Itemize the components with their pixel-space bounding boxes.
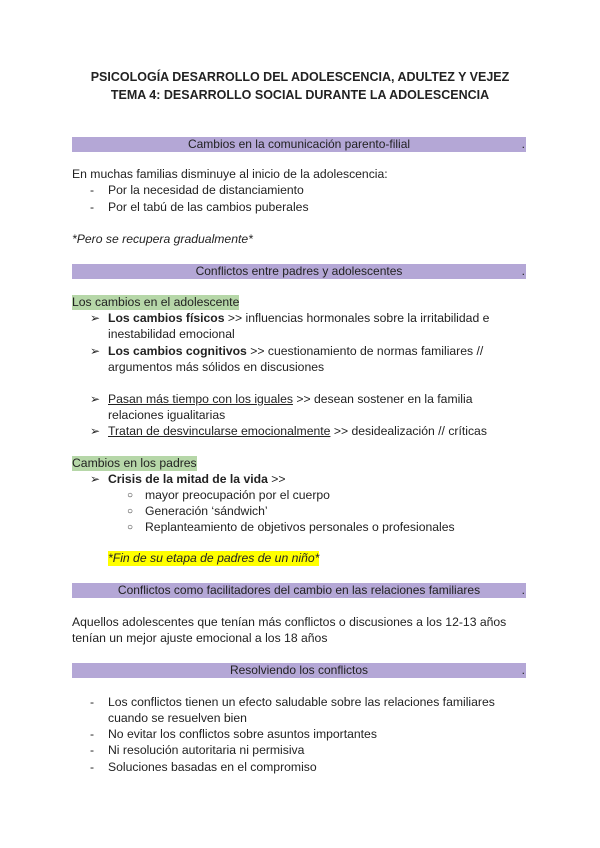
dash-marker: - — [90, 727, 95, 741]
item-continuation: argumentos más sólidos en discusiones — [108, 360, 325, 374]
dash-marker: - — [90, 183, 95, 197]
circle-marker: ○ — [127, 506, 134, 517]
section-heading-resolviendo — [72, 663, 526, 678]
section-heading-text: Conflictos como facilitadores del cambio en las relaciones familiares — [117, 583, 481, 597]
list-item: No evitar los conflictos sobre asuntos importantes — [108, 727, 377, 741]
list-item: Soluciones basadas en el compromiso — [108, 760, 317, 774]
item-continuation: relaciones igualitarias — [108, 408, 226, 422]
document-subtitle: TEMA 4: DESARROLLO SOCIAL DURANTE LA ADOLESCENCIA — [110, 88, 490, 102]
item-text: >> — [267, 472, 286, 486]
item-text: >> influencias hormonales sobre la irritabilidad e — [224, 311, 490, 325]
underlined-term: Pasan más tiempo con los iguales — [108, 392, 293, 406]
circle-marker: ○ — [127, 522, 134, 533]
item-continuation: cuando se resuelven bien — [108, 711, 247, 725]
subheading-adolescente: Los cambios en el adolescente — [72, 295, 240, 309]
list-item — [108, 424, 487, 439]
list-item — [108, 392, 473, 407]
subheading-padres: Cambios en los padres — [72, 456, 197, 470]
section-heading-comunicacion — [72, 137, 526, 152]
arrow-marker: ➢ — [90, 472, 101, 486]
arrow-marker: ➢ — [90, 344, 101, 358]
item-text: >> desidealización // críticas — [330, 424, 487, 438]
sub-list-item: mayor preocupación por el cuerpo — [145, 488, 330, 502]
bold-term: Crisis de la mitad de la vida — [108, 472, 268, 486]
intro-text: En muchas familias disminuye al inicio de la adolescencia: — [72, 167, 388, 181]
sub-list-item: Generación ‘sándwich’ — [145, 504, 268, 518]
section-heading-conflictos — [72, 264, 526, 279]
list-item — [108, 311, 489, 326]
heading-dot: . — [521, 583, 525, 597]
sub-list-item: Replanteamiento de objetivos personales o profesionales — [145, 520, 455, 534]
arrow-marker: ➢ — [90, 311, 101, 325]
heading-dot: . — [521, 663, 525, 677]
highlight-note: *Fin de su etapa de padres de un niño* — [108, 551, 320, 565]
arrow-marker: ➢ — [90, 424, 101, 438]
dash-marker: - — [90, 760, 95, 774]
list-item: Por la necesidad de distanciamiento — [108, 183, 304, 197]
list-item: Por el tabú de las cambios puberales — [108, 200, 309, 214]
heading-dot: . — [521, 137, 525, 151]
section-heading-text: Cambios en la comunicación parento-filial — [187, 137, 411, 151]
dash-marker: - — [90, 695, 95, 709]
bold-term: Los cambios cognitivos — [108, 344, 247, 358]
bold-term: Los cambios físicos — [108, 311, 225, 325]
document-title: PSICOLOGÍA DESARROLLO DEL ADOLESCENCIA, ADULTEZ Y VEJEZ — [90, 70, 510, 84]
dash-marker: - — [90, 743, 95, 757]
paragraph-line: tenían un mejor ajuste emocional a los 18 años — [72, 631, 328, 645]
item-text: >> cuestionamiento de normas familiares // — [246, 344, 484, 358]
section-heading-text: Resolviendo los conflictos — [229, 663, 369, 677]
item-continuation: inestabilidad emocional — [108, 327, 235, 341]
underlined-term: Tratan de desvincularse emocionalmente — [108, 424, 331, 438]
list-item: Ni resolución autoritaria ni permisiva — [108, 743, 305, 757]
section-heading-text: Conflictos entre padres y adolescentes — [195, 264, 403, 278]
list-item: Los conflictos tienen un efecto saludable sobre las relaciones familiares — [108, 695, 495, 709]
circle-marker: ○ — [127, 490, 134, 501]
list-item — [108, 344, 483, 359]
note-text: *Pero se recupera gradualmente* — [72, 232, 253, 246]
section-heading-facilitadores — [72, 583, 526, 598]
list-item — [108, 472, 285, 487]
arrow-marker: ➢ — [90, 392, 101, 406]
item-text: >> desean sostener en la familia — [292, 392, 473, 406]
paragraph-line: Aquellos adolescentes que tenían más conflictos o discusiones a los 12-13 años — [72, 615, 507, 629]
dash-marker: - — [90, 200, 95, 214]
heading-dot: . — [521, 264, 525, 278]
